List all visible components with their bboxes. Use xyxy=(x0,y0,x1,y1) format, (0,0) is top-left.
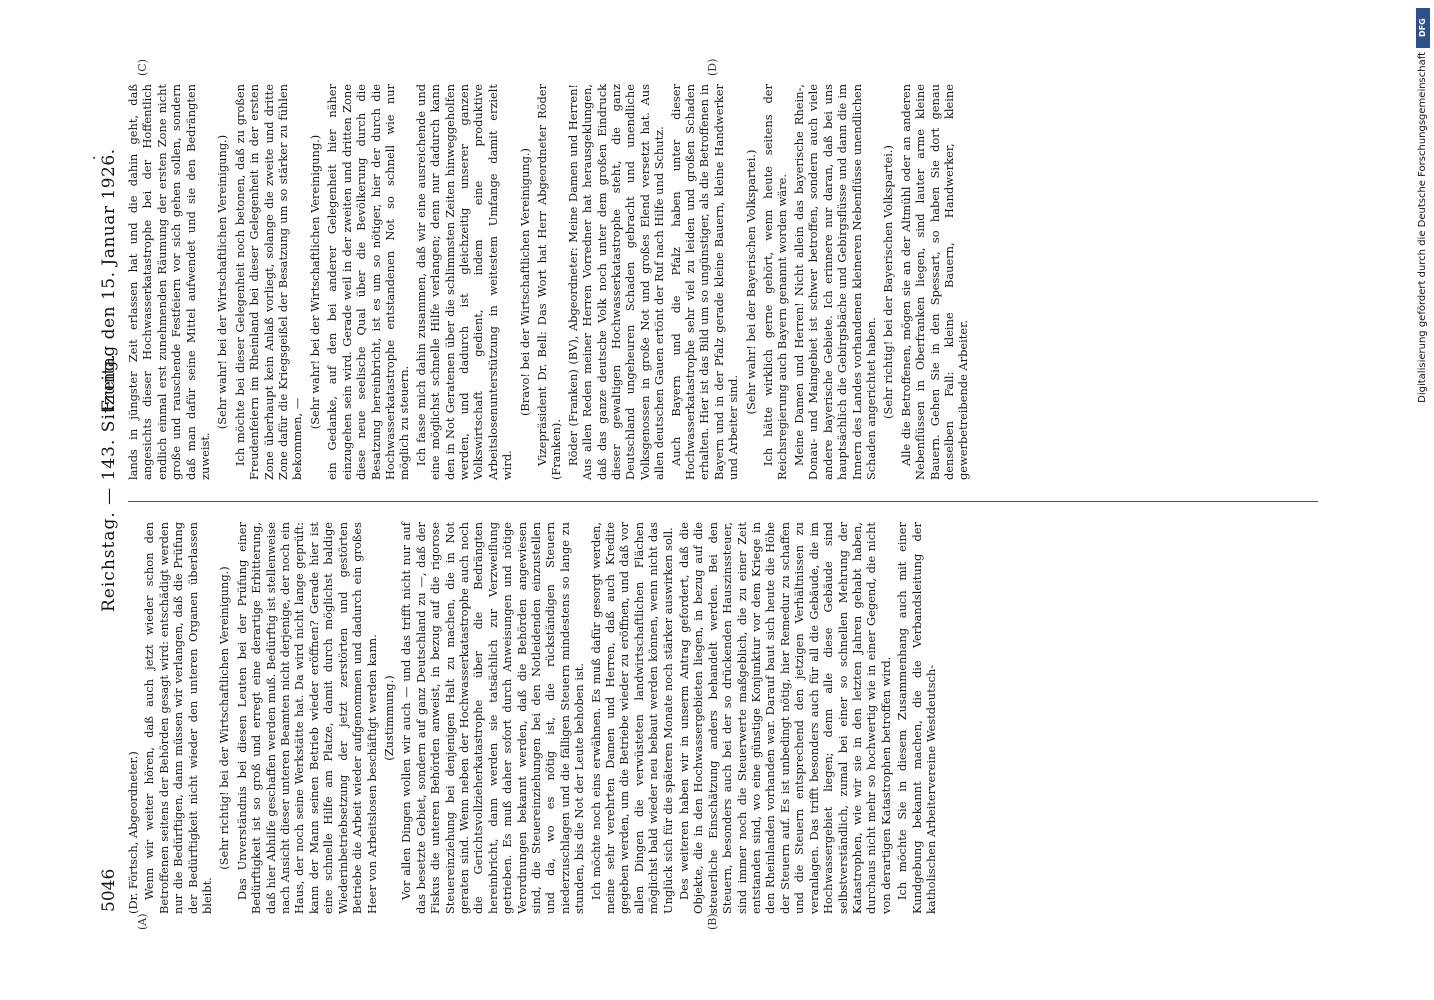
paragraph: lands in jüngster Zeit erlassen hat und die dahin geht, daß angesichts dieser Hochwasserkatastrophe bei der Hoffentlich endlich einmal erst zunehmenden Räumung der ersten Zone nicht große und rauschende Festfeiern vor sich gehen sollen, sondern daß man dafür seine Mittel aufwendet und sie den Bedrängten zuweist. xyxy=(126,84,213,480)
paragraph: Wenn wir weiter hören, daß auch jetzt wieder schon den Betroffenen seitens der Behörden gesagt wird: entschädigt werden nur die Bedürftigen, dann müssen wir verlangen, daß die Prüfung der Bedürftigkeit nicht wieder den unteren Organen überlassen bleibt. xyxy=(142,522,215,914)
interjection: (Sehr richtig! bei der Wirtschaftlichen Vereinigung.) xyxy=(217,566,232,870)
credit-text: Digitalisierung gefördert durch die Deutsche Forschungsgemeinschaft xyxy=(1417,52,1428,403)
right-column xyxy=(126,84,973,480)
margin-marker-c: (C) xyxy=(136,59,149,76)
interjection: (Sehr wahr! bei der Wirtschaftlichen Vereinigung.) xyxy=(215,134,230,430)
paragraph: Das Unverständnis bei diesen Leuten bei der Prüfung einer Bedürftigkeit ist so groß und erregt eine derartige Erbitterung, daß hier Abhilfe geschaffen werden muß. Bedürftig ist stellenweise nach Ansicht dieser unteren Beamten nicht derjenige, der noch ein Haus, der noch seine Werkstätte hat. Da wird nicht lange geprüft: kann der Mann seinen Betrieb wieder eröffnen? Gerade hier ist eine schnelle Hilfe am Platze, damit durch möglichst baldige Wiederinbetriebsetzung der jetzt zerstörten und gestörten Betriebe die Arbeit wieder aufgenommen und dadurch ein großes Heer von Arbeitslosen beschäftigt werden kann. xyxy=(234,522,379,914)
paragraph: Ich hätte wirklich gerne gehört, wenn heute seitens der Reichsregierung auch Bayern genannt worden wäre. xyxy=(761,84,790,480)
header-dot-ornament: · xyxy=(87,155,103,160)
digitization-credit xyxy=(1416,0,1432,1000)
paragraph: Ich möchte Sie in diesem Zusammenhang auch mit einer Kundgebung bekannt machen, die die Verbandsleitung der katholischen Arbeitervereine Westdeutsch- xyxy=(895,522,938,914)
interjection: (Zustimmung.) xyxy=(381,675,396,761)
page-number: 5046 xyxy=(99,868,119,912)
header-right-title: Freitag den 15. Januar 1926. xyxy=(99,148,119,412)
paragraph: Meine Damen und Herren! Nicht allein das bayerische Rhein-, Donau- und Maingebiet ist schwer betroffen, sondern auch viele andere bayerische Gebiete. Ich erinnere nur daran, daß bei uns hauptsächlich die Gebirgsbäche und Gebirgsflüsse und dann die im Innern des Landes vorhandenen kleineren Nebenflüsse unendlichen Schaden angerichtet haben. xyxy=(791,84,878,480)
paragraph: Auch Bayern und die Pfalz haben unter dieser Hochwasserkatastrophe sehr viel zu leiden und großen Schaden erhalten. Hier ist das Bild um so ungünstiger, als die Betroffenen in Bayern und in der Pfalz gerade kleine Bauern, kleine Handwerker und Arbeiter sind. xyxy=(668,84,741,480)
header-left-title: Reichstag. — 143. Sitzung. xyxy=(99,353,119,612)
margin-marker-d: (D) xyxy=(706,58,719,76)
dfg-logo-text: DFG xyxy=(1418,18,1427,38)
paragraph: Ich möchte noch eins erwähnen. Es muß dafür gesorgt werden, meine sehr verehrten Damen und Herren, daß auch Kredite gegeben werden, um die Betriebe wieder zu eröffnen, und daß vor allen Dingen die verwüsteten landwirtschaftlichen Flächen möglichst bald wieder neu bebaut werden können, wenn nicht das Unglück sich für die späteren Monate noch stärker auswirken soll. xyxy=(588,522,675,914)
column-divider xyxy=(128,501,1318,502)
margin-marker-b: (B) xyxy=(706,913,719,930)
paragraph: Des weiteren haben wir in unserm Antrag gefordert, daß die Objekte, die in den Hochwassergebieten liegen, in bezug auf die steuerliche Einschätzung anders behandelt werden. Bei den Steuern, besonders auch bei der so drückenden Hauszinssteuer, sind immer noch die Steuerwerte maßgeblich, die zu einer Zeit entstanden sind, wo eine günstige Konjunktur vor dem Kriege in den Rheinlanden vorhanden war. Darauf baut sich heute die Höhe der Steuern auf. Es ist unbedingt nötig, hier Remedur zu schaffen und die Steuern entsprechend den jetzigen Verhältnissen zu veranlagen. Das trifft besonders auch für all die Gebäude, die im Hochwassergebiet liegen; denn alle diese Gebäude sind selbstverständlich, zumal bei einer so schnellen Mehrung der Katastrophen, wie wir sie in den letzten Jahren gehabt haben, durchaus nicht mehr so hochwertig wie in einer Gegend, die nicht von derartigen Katastrophen betroffen wird. xyxy=(677,522,893,914)
interjection: (Bravo! bei der Wirtschaftlichen Vereinigung.) xyxy=(517,148,532,417)
interjection: (Sehr wahr! bei der Bayerischen Volkspartei.) xyxy=(743,149,758,415)
paragraph: Vor allen Dingen wollen wir auch — und das trifft nicht nur auf das besetzte Gebiet, sondern auf ganz Deutschland zu —, daß der Fiskus die unteren Behörden anweist, in bezug auf die rigorose Steuereinziehung bei denjenigen Halt zu machen, die in Not geraten sind. Wenn neben der Hochwasserkatastrophe auch noch die Gerichtsvollzieherkatastrophe über die Bedrängten hereinbricht, dann werden sie tatsächlich zur Verzweiflung getrieben. Es muß daher sofort durch Anweisungen und nötige Verordnungen bekannt werden, daß die Behörden angewiesen sind, die Steuereinziehungen bei den Notleidenden einzustellen und da, wo es nötig ist, die rückständigen Steuern niederzuschlagen und die fälligen Steuern mindestens so lange zu stunden, bis die Not der Leute behoben ist. xyxy=(399,522,587,914)
margin-marker-a: (A) xyxy=(136,913,149,930)
paragraph: ein Gedanke, auf den bei anderer Gelegenheit hier näher einzugehen sein wird. Gerade weil in der zweiten und dritten Zone diese neue seelische Qual über die Bevölkerung durch die Besatzung hereinbricht, ist es um so nötiger, hier der durch die Hochwasserkatastrophe entstandenen Not so schnell wie nur möglich zu steuern. xyxy=(325,84,412,480)
interjection: (Sehr wahr! bei der Wirtschaftlichen Vereinigung.) xyxy=(307,134,322,430)
left-column xyxy=(126,522,940,914)
speaker-attribution: (Dr. Förtsch, Abgeordneter.) xyxy=(126,751,140,914)
paragraph: Ich fasse mich dahin zusammen, daß wir eine ausreichende und eine möglichst schnelle Hilfe verlangen; denn nur dadurch kann den in Not Geratenen über die schlimmsten Zeiten hinweggeholfen werden, und dadurch ist gleichzeitig unserer ganzen Volkswirtschaft gedient, indem eine produktive Arbeitslosenunterstützung in weitestem Umfange damit erzielt wird. xyxy=(413,84,515,480)
speaker-call: Vizepräsident Dr. Bell: Das Wort hat Herr Abgeordneter Röder (Franken). xyxy=(534,84,564,480)
paragraph: Alle die Betroffenen, mögen sie an der Altmühl oder an anderen Nebenflüssen in Oberfranken liegen, sind lauter arme kleine Bauern. Gehen Sie in den Spessart, so haben Sie dort genau denselben Fall: kleine Bauern, Handwerker, kleine gewerbetreibende Arbeiter. xyxy=(898,84,971,480)
paragraph: Ich möchte bei dieser Gelegenheit noch betonen, daß zu großen Freudenfeiern im Rheinland bei dieser Gelegenheit in der ersten Zone überhaupt kein Anlaß vorliegt, solange die zweite und dritte Zone dafür die Kriegsgeißel der Besatzung um so stärker zu fühlen bekommen, — xyxy=(232,84,305,480)
running-header xyxy=(87,132,122,912)
speaker-paragraph: Röder (Franken) (BV), Abgeordneter: Meine Damen und Herren! Aus allen Reden meiner Herren Vorredner hat herausgeklungen, daß das ganze deutsche Volk noch unter dem großen Eindruck dieser gewaltigen Hochwasserkatastrophe steht, die ganz Deutschland ungeheuren Schaden gebracht und unendliche Volksgenossen in große Not und großes Elend versetzt hat. Aus allen deutschen Gauen ertönt der Ruf nach Hilfe und Schutz. xyxy=(565,84,667,480)
interjection: (Sehr richtig! bei der Bayerischen Volkspartei.) xyxy=(881,145,896,419)
